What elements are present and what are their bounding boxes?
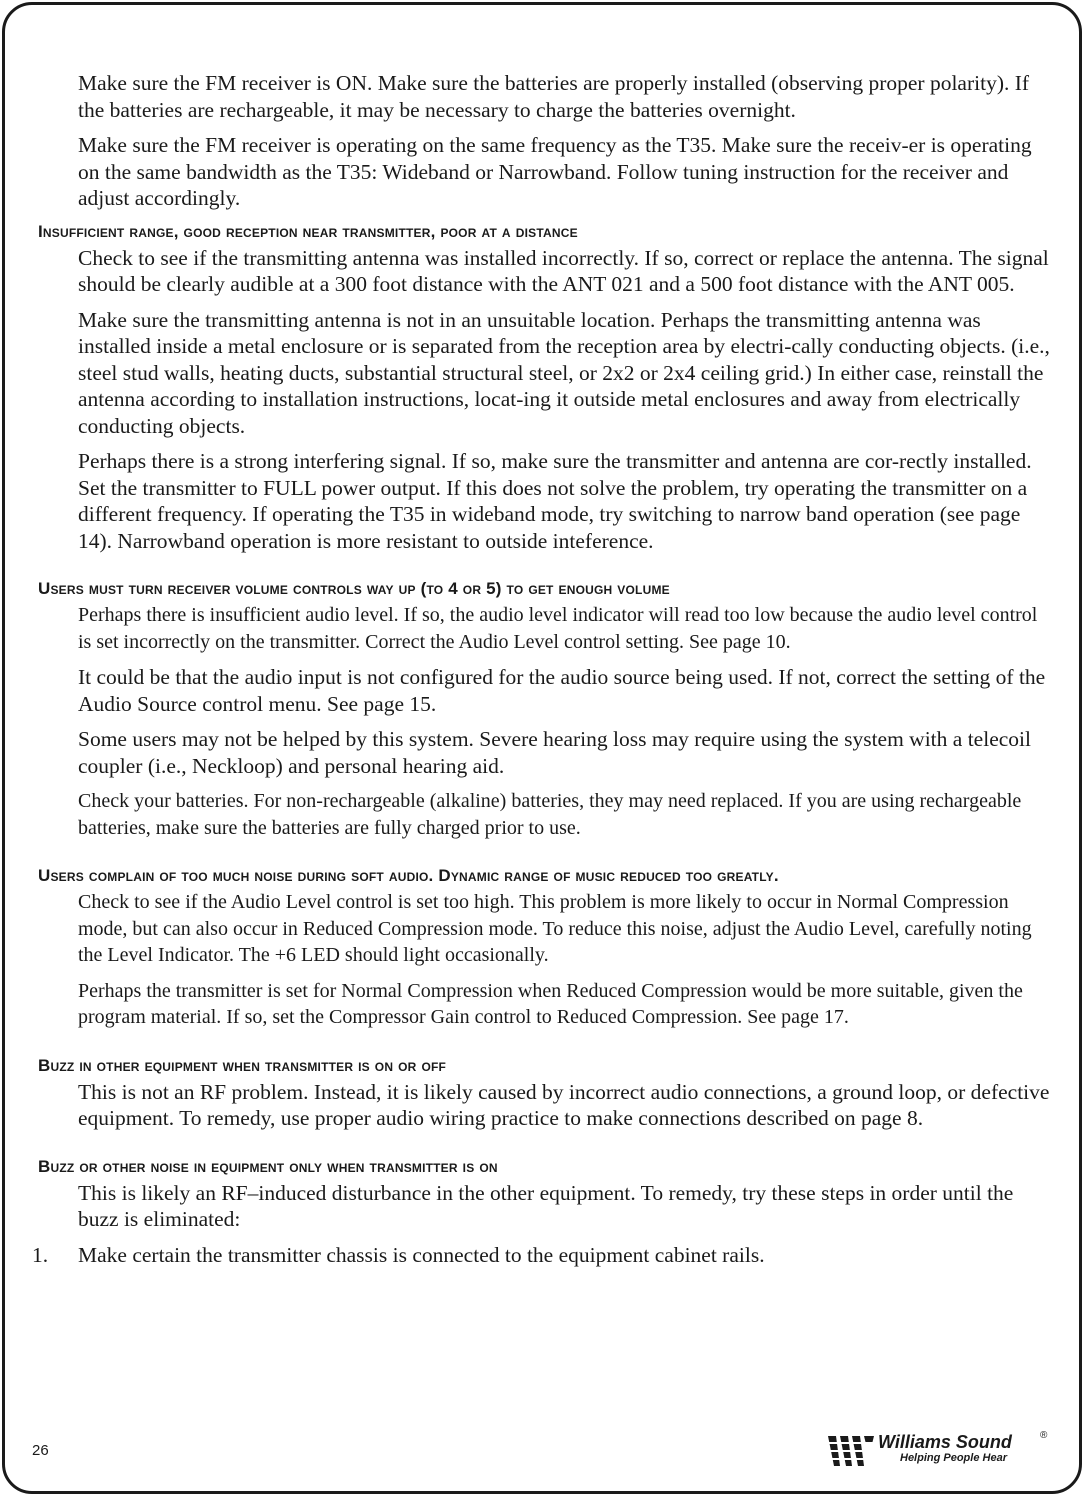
intro-paragraph-2: Make sure the FM receiver is operating on the same frequency as the T35. Make sure the receiv-er is operating on the same bandwidth as the T35: Wideband or Narrowband. Follow tuning instruction for the receiver and adjust accordingly. [78, 133, 1032, 210]
williams-sound-logo [826, 1430, 1056, 1480]
volume-paragraph-1: Perhaps there is insufficient audio level. If so, the audio level indicator will read too low because the audio level control is set incorrectly on the transmitter. Correct the Audio Level control setting. See page 10. [78, 604, 1038, 653]
range-paragraph-3: Perhaps there is a strong interfering signal. If so, make sure the transmitter and antenna are cor-rectly installed. Set the transmitter to FULL power output. If this does not solve the problem, try operating the transmitter on a different frequency. If operating the T35 in wideband mode, try switching to narrow band operation (see page 14). Narrowband operation is more resistant to outside inteference. [78, 449, 1032, 553]
registered-mark: ® [1040, 1430, 1048, 1441]
page-number: 26 [32, 1442, 49, 1459]
list-number: 1. [32, 1242, 49, 1267]
section-heading-range: Insufficient range, good reception near transmitter, poor at a distance [38, 221, 578, 241]
page-content [32, 70, 1050, 1268]
brand-name: Williams Sound [878, 1432, 1012, 1452]
section-heading-noise: Users complain of too much noise during soft audio. Dynamic range of music reduced too greatly. [38, 866, 779, 885]
section-heading-buzz-on: Buzz or other noise in equipment only when transmitter is on [38, 1156, 498, 1176]
logo-mark-icon [826, 1434, 876, 1468]
buzz-paragraph-1: This is not an RF problem. Instead, it is likely caused by incorrect audio connections, a ground loop, or defective equipment. To remedy, use proper audio wiring practice to make connections described on page 8. [78, 1079, 1050, 1130]
volume-paragraph-3: Some users may not be helped by this system. Severe hearing loss may require using the system with a telecoil coupler (i.e., Neckloop) and personal hearing aid. [78, 727, 1031, 778]
list-text: Make certain the transmitter chassis is connected to the equipment cabinet rails. [78, 1242, 765, 1267]
brand-tagline: Helping People Hear [900, 1452, 1007, 1464]
volume-paragraph-2: It could be that the audio input is not configured for the audio source being used. If not, correct the setting of the Audio Source control menu. See page 15. [78, 665, 1046, 716]
range-paragraph-1: Check to see if the transmitting antenna was installed incorrectly. If so, correct or replace the antenna. The signal should be clearly audible at a 300 foot distance with the ANT 021 and a 500 foot distance with the ANT 005. [78, 245, 1049, 296]
noise-paragraph-1: Check to see if the Audio Level control is set too high. This problem is more likely to occur in Normal Compression mode, but can also occur in Reduced Compression mode. To reduce this noise, adjust the Audio Level, carefully noting the Level Indicator. The +6 LED should light occasionally. [78, 891, 1032, 966]
buzz-on-paragraph-1: This is likely an RF–induced disturbance in the other equipment. To remedy, try these steps in order until the buzz is eliminated: [78, 1180, 1014, 1231]
section-heading-volume: Users must turn receiver volume controls way up (to 4 or 5) to get enough volume [38, 579, 670, 598]
list-item [32, 1242, 1050, 1269]
noise-paragraph-2: Perhaps the transmitter is set for Normal Compression when Reduced Compression would be more suitable, given the program material. If so, set the Compressor Gain control to Reduced Compression. See page 17. [78, 979, 1023, 1028]
section-heading-buzz: Buzz in other equipment when transmitter is on or off [38, 1055, 447, 1075]
range-paragraph-2: Make sure the transmitting antenna is not in an unsuitable location. Perhaps the transmitting antenna was installed inside a metal enclosure or is separated from the reception area by electri-cally conducting objects. (i.e., steel stud walls, heating ducts, substantial structural steel, or 2x2 or 2x4 ceiling grid.) In either case, reinstall the antenna according to installation instructions, locat-ing it outside metal enclosures and away from electrically conducting objects. [78, 307, 1050, 438]
intro-paragraph-1: Make sure the FM receiver is ON. Make sure the batteries are properly installed (observing proper polarity). If the batteries are rechargeable, it may be necessary to charge the batteries overnight. [78, 71, 1030, 122]
volume-paragraph-4: Check your batteries. For non-rechargeable (alkaline) batteries, they may need replaced. If you are using rechargeable batteries, make sure the batteries are fully charged prior to use. [78, 790, 1022, 839]
